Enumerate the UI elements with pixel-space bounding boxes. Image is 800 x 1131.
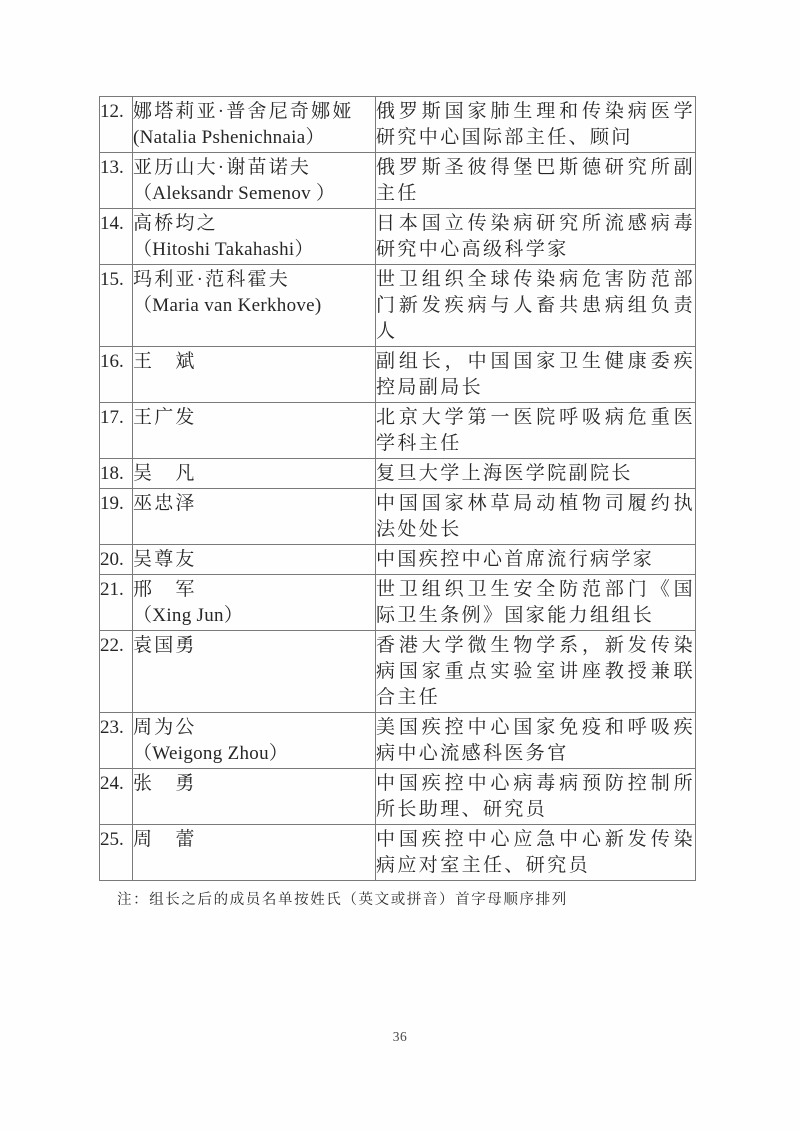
table-row — [100, 631, 696, 713]
table-row — [100, 825, 696, 881]
member-number-cell: 23. — [100, 713, 133, 769]
member-name-cell — [133, 403, 376, 459]
table-row — [100, 403, 696, 459]
member-name-line: （Weigong Zhou） — [133, 743, 289, 764]
member-number-cell: 17. — [100, 403, 133, 459]
member-name-line: 王广发 — [133, 407, 197, 428]
member-number-cell: 12. — [100, 97, 133, 153]
member-title-cell: 中国疾控中心首席流行病学家 — [376, 545, 696, 575]
member-number-cell: 20. — [100, 545, 133, 575]
member-title-cell: 复旦大学上海医学院副院长 — [376, 459, 696, 489]
member-number-cell: 21. — [100, 575, 133, 631]
member-name-line: (Natalia Pshenichnaia） — [133, 127, 325, 148]
member-title-cell: 副组长，中国国家卫生健康委疾控局副局长 — [376, 347, 696, 403]
member-number-cell: 14. — [100, 209, 133, 265]
member-number-cell: 13. — [100, 153, 133, 209]
member-name-line: （Aleksandr Semenov ） — [133, 183, 336, 204]
table-row — [100, 153, 696, 209]
member-name-cell — [133, 825, 376, 881]
member-title-cell: 北京大学第一医院呼吸病危重医学科主任 — [376, 403, 696, 459]
member-name-cell — [133, 545, 376, 575]
member-title-cell: 世卫组织全球传染病危害防范部门新发疾病与人畜共患病组负责人 — [376, 265, 696, 347]
member-number-cell: 25. — [100, 825, 133, 881]
page-number: 36 — [392, 1029, 408, 1044]
member-number-cell: 16. — [100, 347, 133, 403]
table-row — [100, 545, 696, 575]
member-name-line: 巫忠泽 — [133, 493, 197, 514]
member-name-cell — [133, 489, 376, 545]
member-name-line: 吴 凡 — [133, 463, 197, 484]
table-row — [100, 575, 696, 631]
member-title-cell: 俄罗斯国家肺生理和传染病医学研究中心国际部主任、顾问 — [376, 97, 696, 153]
member-name-line: 袁国勇 — [133, 635, 197, 656]
member-number-cell: 19. — [100, 489, 133, 545]
member-number-cell: 18. — [100, 459, 133, 489]
member-name-line: 吴尊友 — [133, 549, 197, 570]
member-name-cell — [133, 769, 376, 825]
member-name-line: 娜塔莉亚·普舍尼奇娜娅 — [133, 101, 354, 122]
member-name-line: 张 勇 — [133, 773, 197, 794]
member-name-line: 邢 军 — [133, 579, 197, 600]
member-title-cell: 中国疾控中心病毒病预防控制所所长助理、研究员 — [376, 769, 696, 825]
table-row — [100, 489, 696, 545]
member-number-cell: 24. — [100, 769, 133, 825]
member-name-line: 高桥均之 — [133, 213, 218, 234]
table-row — [100, 713, 696, 769]
member-name-cell — [133, 209, 376, 265]
member-name-line: 周为公 — [133, 717, 197, 738]
table-row — [100, 769, 696, 825]
footnote: 注：组长之后的成员名单按姓氏（英文或拼音）首字母顺序排列 — [117, 892, 568, 908]
member-name-line: （Hitoshi Takahashi） — [133, 239, 314, 260]
member-name-cell — [133, 265, 376, 347]
table-row — [100, 347, 696, 403]
member-name-line: 王 斌 — [133, 351, 197, 372]
member-number-cell: 22. — [100, 631, 133, 713]
member-name-line: 亚历山大·谢苗诺夫 — [133, 157, 312, 178]
member-title-cell: 中国疾控中心应急中心新发传染病应对室主任、研究员 — [376, 825, 696, 881]
member-name-cell — [133, 347, 376, 403]
member-name-line: （Xing Jun） — [133, 605, 244, 626]
member-name-cell — [133, 713, 376, 769]
member-title-cell: 世卫组织卫生安全防范部门《国际卫生条例》国家能力组组长 — [376, 575, 696, 631]
member-name-line: 玛利亚·范科霍夫 — [133, 269, 290, 290]
table-row — [100, 209, 696, 265]
member-number-cell: 15. — [100, 265, 133, 347]
member-name-cell — [133, 575, 376, 631]
member-name-cell — [133, 97, 376, 153]
member-title-cell: 日本国立传染病研究所流感病毒研究中心高级科学家 — [376, 209, 696, 265]
member-title-cell: 中国国家林草局动植物司履约执法处处长 — [376, 489, 696, 545]
members-table — [99, 96, 696, 881]
member-name-cell — [133, 459, 376, 489]
member-name-line: 周 蕾 — [133, 829, 197, 850]
member-title-cell: 香港大学微生物学系，新发传染病国家重点实验室讲座教授兼联合主任 — [376, 631, 696, 713]
table-row — [100, 265, 696, 347]
member-name-cell — [133, 631, 376, 713]
table-row — [100, 459, 696, 489]
member-title-cell: 美国疾控中心国家免疫和呼吸疾病中心流感科医务官 — [376, 713, 696, 769]
member-title-cell: 俄罗斯圣彼得堡巴斯德研究所副主任 — [376, 153, 696, 209]
member-name-line: （Maria van Kerkhove) — [133, 295, 322, 316]
table-row — [100, 97, 696, 153]
member-name-cell — [133, 153, 376, 209]
